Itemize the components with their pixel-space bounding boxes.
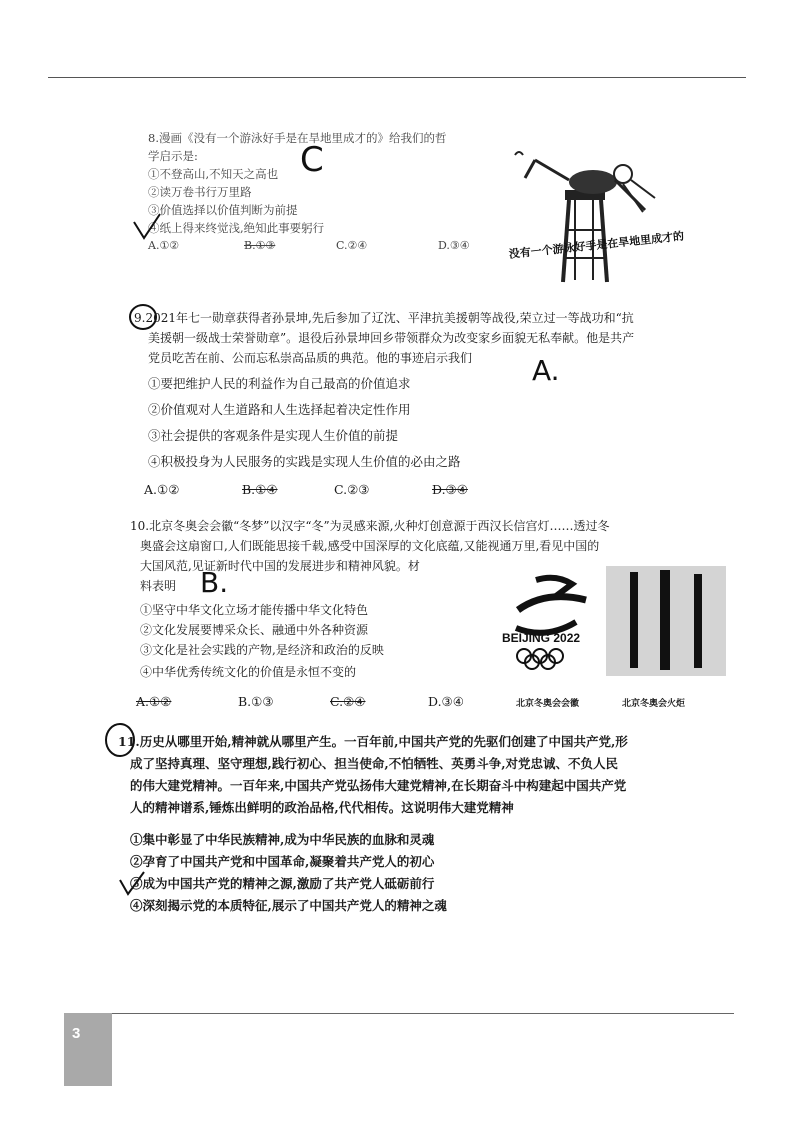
- q10-stem-line: 奥盛会这扇窗口,人们既能思接千载,感受中国深厚的文化底蕴,又能视通万里,看见中国的: [140, 539, 600, 553]
- q9-stem-line: 9.2021年七一勋章获得者孙景坤,先后参加了辽沈、平津抗美援朝等战役,荣立过一等战功和“抗: [134, 311, 634, 325]
- swimming-cartoon-image: [505, 150, 705, 285]
- q11-statement: ④深刻揭示党的本质特征,展示了中国共产党人的精神之魂: [130, 898, 447, 913]
- q11-statement: ①集中彰显了中华民族精神,成为中华民族的血脉和灵魂: [130, 832, 435, 847]
- q10-answer-mark: B.: [200, 566, 229, 599]
- q8-check-mark: [132, 212, 162, 242]
- q10-option-d: D.③④: [428, 694, 464, 709]
- q8-option-a: A.①②: [148, 239, 180, 252]
- q10-statement: ①坚守中华文化立场才能传播中华文化特色: [140, 603, 369, 617]
- q8-stem-line: 8.漫画《没有一个游泳好手是在旱地里成才的》给我们的哲: [148, 131, 447, 145]
- q8-answer-mark: C: [300, 140, 324, 180]
- q11-stem-line: 人的精神谱系,锤炼出鲜明的政治品格,代代相传。这说明伟大建党精神: [130, 800, 514, 815]
- q11-stem-line: 成了坚持真理、坚守理想,践行初心、担当使命,不怕牺牲、英勇斗争,对党忠诚、不负人民: [130, 756, 619, 771]
- q9-answer-mark: A.: [532, 354, 560, 387]
- q10-stem-line: 10.北京冬奥会会徽“冬梦”以汉字“冬”为灵感来源,火种灯创意源于西汉长信宫灯……透过冬: [130, 519, 610, 533]
- page-number-box: [64, 1013, 112, 1086]
- q9-statement: ②价值观对人生道路和人生选择起着决定性作用: [148, 402, 411, 417]
- q9-option-b: B.①④: [242, 482, 278, 497]
- q11-stem-line: 的伟大建党精神。一百年来,中国共产党弘扬伟大建党精神,在长期奋斗中构建起中国共产党: [130, 778, 627, 793]
- q9-statement: ④积极投身为人民服务的实践是实现人生价值的必由之路: [148, 454, 461, 469]
- header-rule: [48, 77, 746, 78]
- q11-statement: ②孕育了中国共产党和中国革命,凝聚着共产党人的初心: [130, 854, 435, 869]
- q10-stem-line: 料表明: [140, 579, 177, 593]
- q9-stem-line: 党员吃苦在前、公而忘私崇高品质的典范。他的事迹启示我们: [148, 351, 473, 365]
- q11-check-mark: [118, 870, 146, 898]
- q10-option-b: B.①③: [238, 694, 274, 709]
- q10-stem-line: 大国风范,见证新时代中国的发展进步和精神风貌。材: [140, 559, 420, 573]
- q10-statement: ④中华优秀传统文化的价值是永恒不变的: [140, 665, 357, 679]
- q9-option-d: D.③④: [432, 482, 468, 497]
- q9-statement: ③社会提供的客观条件是实现人生价值的前提: [148, 428, 399, 443]
- q8-stem-line: 学启示是:: [148, 149, 198, 163]
- q8-option-b: B.①③: [244, 239, 276, 252]
- q10-option-c: C.②④: [330, 694, 366, 709]
- footer-rule: [112, 1013, 734, 1014]
- q10-statement: ②文化发展要博采众长、融通中外各种资源: [140, 623, 369, 637]
- q9-stem-line: 美援朝一级战士荣誉勋章”。退役后孙景坤回乡带领群众为改变家乡面貌无私奉献。他是共产: [148, 331, 635, 345]
- q9-statement: ①要把维护人民的利益作为自己最高的价值追求: [148, 376, 411, 391]
- q9-option-c: C.②③: [334, 482, 370, 497]
- winter-olympics-emblem-image: [496, 570, 614, 670]
- torch-caption: 北京冬奥会火炬: [622, 699, 686, 709]
- page-number: 3: [72, 1025, 81, 1042]
- q11-statement: ③成为中国共产党的精神之源,激励了共产党人砥砺前行: [130, 876, 435, 891]
- q8-statement: ①不登高山,不知天之高也: [148, 167, 279, 181]
- q8-statement: ②读万卷书行万里路: [148, 185, 252, 199]
- q8-statement: ③价值选择以价值判断为前提: [148, 203, 298, 217]
- cartoon-caption-text: 没有一个游泳好手是在旱地里成才的: [508, 229, 685, 261]
- q8-option-d: D.③④: [438, 239, 470, 252]
- q9-option-a: A.①②: [144, 482, 180, 497]
- q10-statement: ③文化是社会实践的产物,是经济和政治的反映: [140, 643, 384, 657]
- emblem-logo-text: BEIJING 2022: [502, 631, 581, 645]
- emblem-caption: 北京冬奥会会徽: [516, 699, 580, 709]
- q8-option-c: C.②④: [336, 239, 368, 252]
- q10-option-a: A.①②: [136, 694, 172, 709]
- winter-olympics-torch-image: [606, 566, 726, 676]
- q11-stem-line: 11.历史从哪里开始,精神就从哪里产生。一百年前,中国共产党的先驱们创建了中国共产党,形: [118, 734, 628, 749]
- q8-statement: ④纸上得来终觉浅,绝知此事要躬行: [148, 221, 325, 235]
